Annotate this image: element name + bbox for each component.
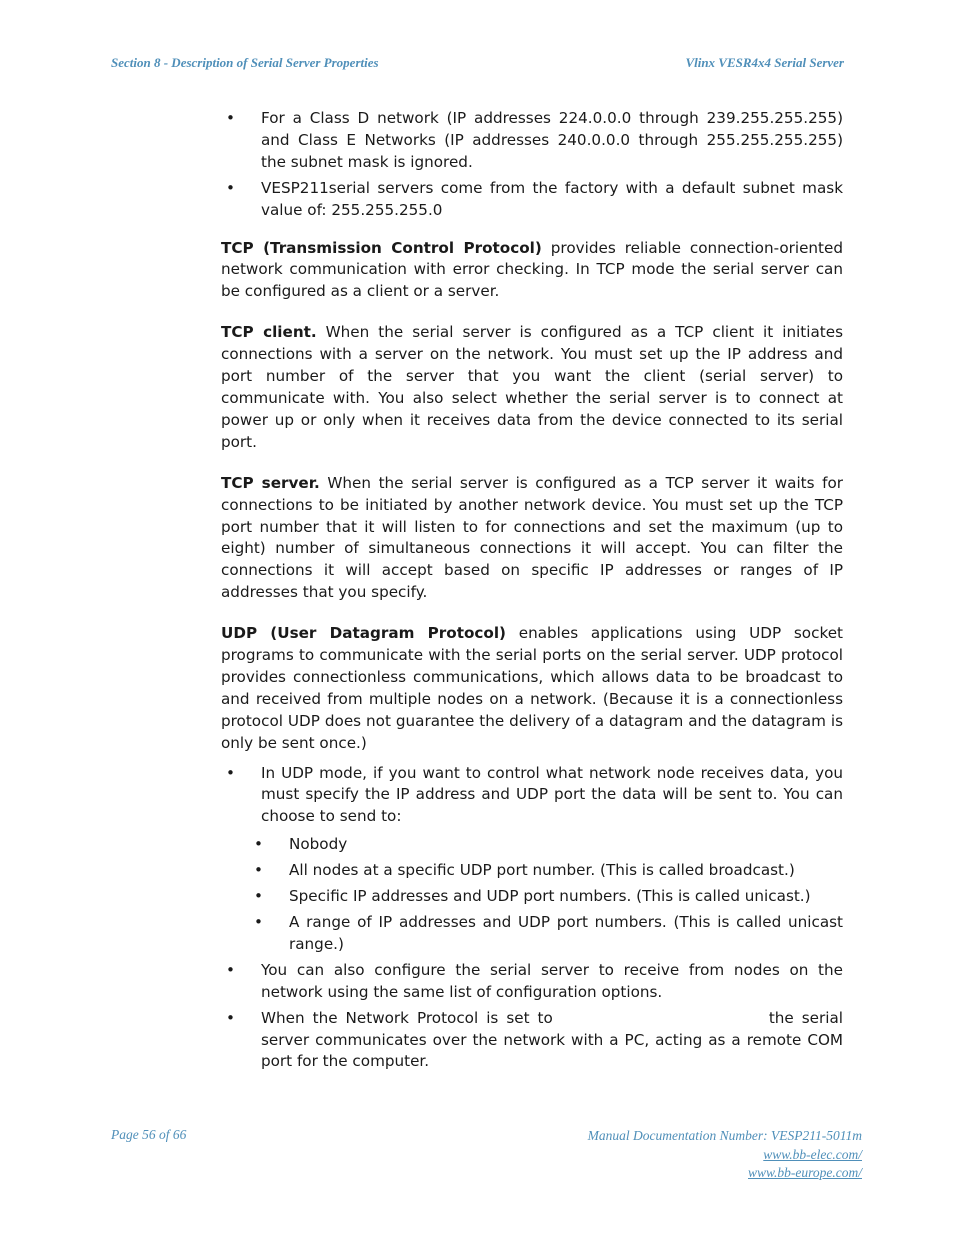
bb-elec-link[interactable]: www.bb-elec.com/ <box>763 1146 862 1162</box>
list-item: • A range of IP addresses and UDP port numbers. (This is called unicast range.) <box>289 912 843 956</box>
tcp-server-paragraph <box>221 473 843 604</box>
tcp-server-term: TCP server. <box>221 473 320 492</box>
tcp-client-term: TCP client. <box>221 323 317 342</box>
list-item: • Specific IP addresses and UDP port numbers. (This is called unicast.) <box>289 886 843 908</box>
protocol-text-before: When the Network Protocol is set to <box>261 1008 553 1027</box>
udp-text: enables applications using UDP socket programs to communicate with the serial ports on the serial server. UDP protocol provides connectionless communications, which allows data to be broadcast to and received from multiple nodes on a network. (Because it is a connectionless protocol UDP does not guarantee the delivery of a datagram and the datagram is only be sent once.) <box>221 624 843 752</box>
list-item: • You can also configure the serial server to receive from nodes on the network using the same list of configuration options. <box>261 960 843 1004</box>
udp-bullet-list <box>261 763 843 1074</box>
protocol-text-after: the serial server communicates over the network with a PC, acting as a remote COM port for the computer. <box>261 1008 843 1071</box>
tcp-text: provides reliable connection-oriented network communication with error checking. In TCP mode the serial server can be configured as a client or a server. <box>221 238 843 301</box>
list-item: • For a Class D network (IP addresses 224.0.0.0 through 239.255.255.255) and Class E Networks (IP addresses 240.0.0.0 through 255.255.255.255) the subnet mask is ignored. <box>261 108 843 174</box>
udp-term: UDP (User Datagram Protocol) <box>221 624 506 643</box>
tcp-term: TCP (Transmission Control Protocol) <box>221 238 542 257</box>
doc-number: Manual Documentation Number: VESP211-5011m <box>587 1128 862 1143</box>
tcp-paragraph <box>221 238 843 304</box>
list-item: • Nobody <box>289 834 843 856</box>
list-item <box>261 1008 843 1074</box>
header-product-title: Vlinx VESR4x4 Serial Server <box>685 55 844 70</box>
subnet-bullet-list <box>261 108 843 222</box>
page-number: Page 56 of 66 <box>111 1127 187 1142</box>
bb-europe-link[interactable]: www.bb-europe.com/ <box>748 1165 862 1180</box>
udp-paragraph <box>221 623 843 754</box>
tcp-client-text: When the serial server is configured as a TCP client it initiates connections with a server on the network. You must set up the IP address and port number of the server that you want the client (serial server) to communicate with. You also select whether the serial server is to connect at power up or only when it receives data from the device connected to its serial port. <box>221 323 843 451</box>
list-item: • VESP211serial servers come from the factory with a default subnet mask value of: 255.255.255.0 <box>261 178 843 222</box>
page-body <box>221 108 843 1077</box>
list-item <box>261 763 843 956</box>
tcp-server-text: When the serial server is configured as a TCP server it waits for connections to be initiated by another network device. You must set up the TCP port number that it will listen to for connections and set the maximum (up to eight) number of simultaneous connections it will accept. You can filter the connections it will accept based on specific IP addresses or ranges of IP addresses that you specify. <box>221 473 843 602</box>
header-section-title: Section 8 - Description of Serial Server Properties <box>111 55 379 70</box>
list-item: • All nodes at a specific UDP port number. (This is called broadcast.) <box>289 860 843 882</box>
udp-send-options <box>289 834 843 956</box>
tcp-client-paragraph <box>221 322 843 453</box>
udp-bullet-text: In UDP mode, if you want to control what network node receives data, you must specify the IP address and UDP port the data will be sent to. You can choose to send to: <box>261 763 843 826</box>
footer-info <box>588 1127 862 1183</box>
